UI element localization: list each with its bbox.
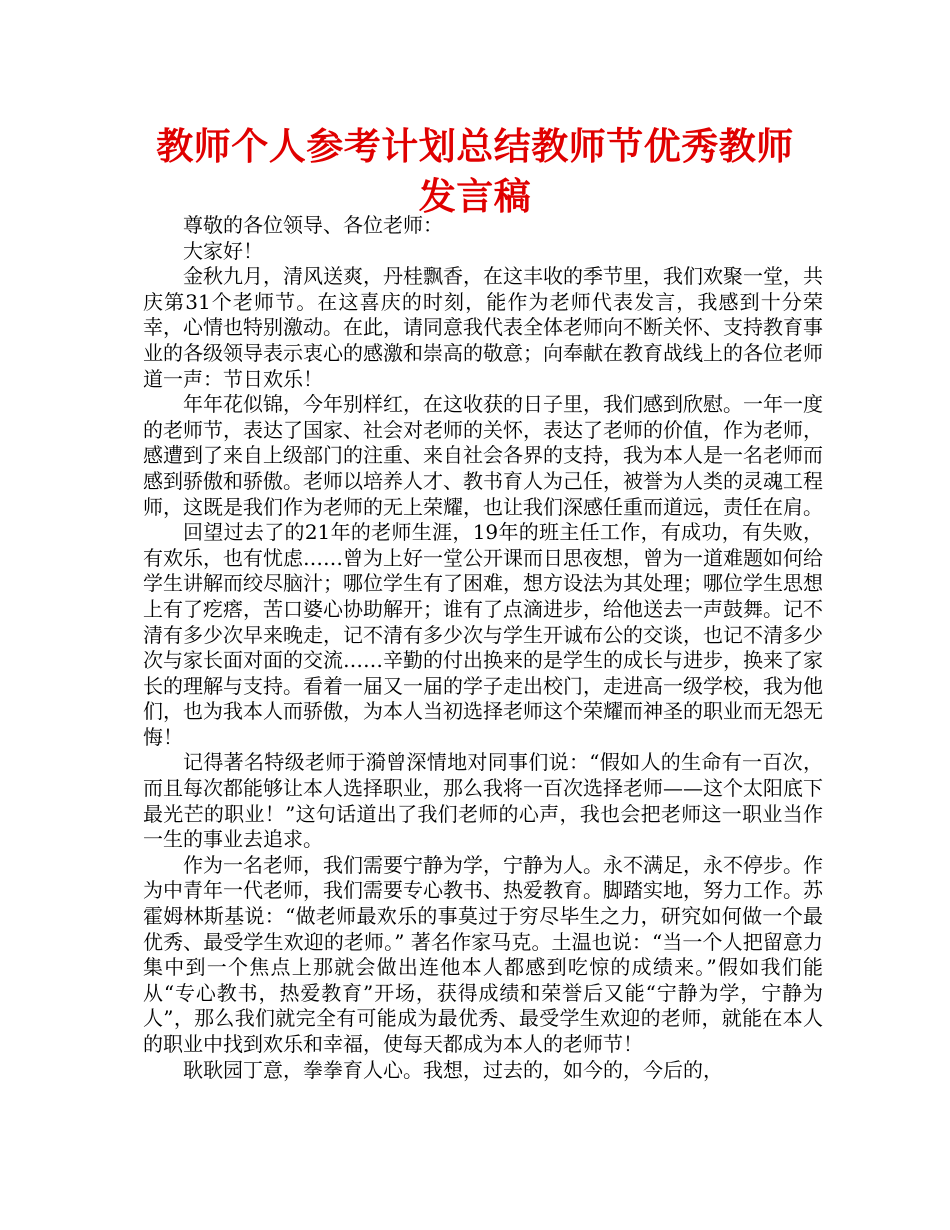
document-title: 教师个人参考计划总结教师节优秀教师发言稿	[156, 125, 794, 218]
paragraph-famous-quote: 记得著名特级老师于漪曾深情地对同事们说：“假如人的生命有一百次，而且每次都能够让本人选择职业，那么我将一百次选择老师——这个太阳底下最光芒的职业！”这句话道出了我们老师的心声，我也会把老师这一职业当作一生的事业去追求。	[143, 750, 823, 852]
paragraph-autumn-celebration: 金秋九月，清风送爽，丹桂飘香，在这丰收的季节里，我们欢聚一堂，共庆第31个老师节。在这喜庆的时刻，能作为老师代表发言，我感到十分荣幸，心情也特别激动。在此，请同意我代表全体老师向不断关怀、支持教育事业的各级领导表示衷心的感激和崇高的敬意；向奉献在教育战线上的各位老师道一声：节日欢乐！	[143, 264, 823, 391]
paragraph-career-review: 回望过去了的21年的老师生涯，19年的班主任工作，有成功，有失败，有欢乐，也有忧虑……曾为上好一堂公开课而日思夜想，曾为一道难题如何给学生讲解而绞尽脑汁；哪位学生有了困难，想方设法为其处理；哪位学生思想上有了疙瘩，苦口婆心协助解开；谁有了点滴进步，给他送去一声鼓舞。记不清有多少次早来晚走，记不清有多少次与学生开诚布公的交谈，也记不清多少次与家长面对面的交流……辛勤的付出换来的是学生的成长与进步，换来了家长的理解与支持。看着一届又一届的学子走出校门，走进高一级学校，我为他们，也为我本人而骄傲，为本人当初选择老师这个荣耀而神圣的职业而无怨无悔！	[143, 520, 823, 749]
speech-body	[143, 213, 823, 1083]
paragraph-dedication: 作为一名老师，我们需要宁静为学，宁静为人。永不满足，永不停步。作为中青年一代老师，我们需要专心教书、热爱教育。脚踏实地，努力工作。苏霍姆林斯基说：“做老师最欢乐的事莫过于穷尽毕生之力，研究如何做一个最优秀、最受学生欢迎的老师。” 著名作家马克。土温也说：“当一个人把留意力集中到一个焦点上那就会做出连他本人都感到吃惊的成绩来。”假如我们能从“专心教书，热爱教育”开场，获得成绩和荣誉后又能“宁静为学，宁静为人”，那么我们就完全有可能成为最优秀、最受学生欢迎的老师，就能在本人的职业中找到欢乐和幸福，使每天都成为本人的老师节！	[143, 852, 823, 1056]
greeting-line: 大家好！	[183, 238, 263, 263]
salutation-line: 尊敬的各位领导、各位老师：	[183, 213, 443, 237]
paragraph-teachers-day-meaning: 年年花似锦，今年别样红，在这收获的日子里，我们感到欣慰。一年一度的老师节，表达了国家、社会对老师的关怀，表达了老师的价值，作为老师，感遭到了来自上级部门的注重、来自社会各界的支持，我为本人是一名老师而感到骄傲和骄傲。老师以培养人才、教书育人为己任，被誉为人类的灵魂工程师，这既是我们作为老师的无上荣耀，也让我们深感任重而道远，责任在肩。	[143, 392, 823, 519]
paragraph-closing-start: 耿耿园丁意，拳拳育人心。我想，过去的，如今的，今后的，	[183, 1057, 723, 1082]
